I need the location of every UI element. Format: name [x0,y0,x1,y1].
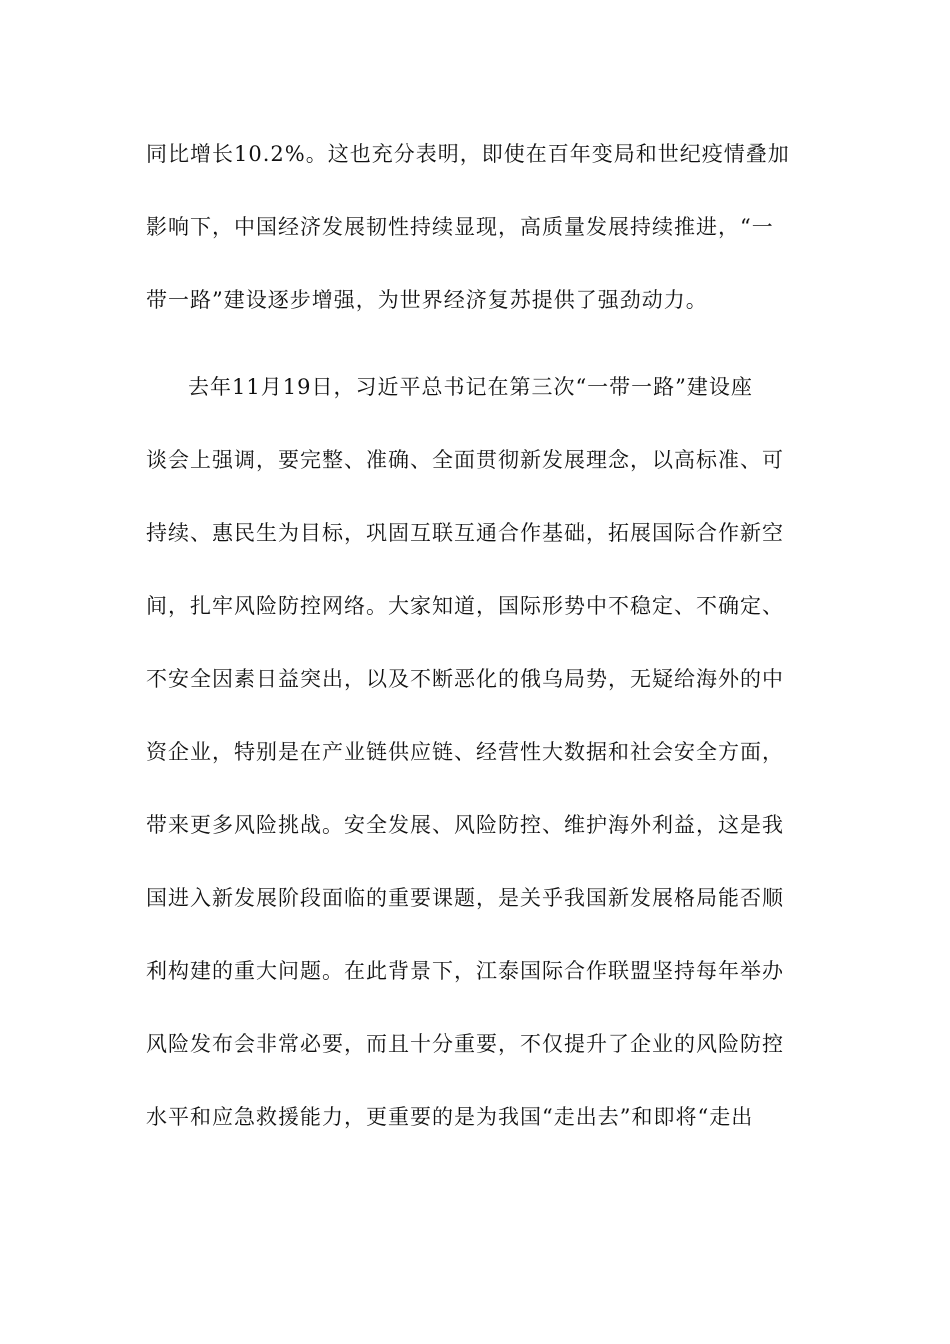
paragraph-1-line-2: 影响下，中国经济发展韧性持续显现，高质量发展持续推进，“一 [146,215,774,239]
paragraph-2-line-5: 不安全因素日益突出，以及不断恶化的俄乌局势，无疑给海外的中 [146,667,784,691]
paragraph-2-line-11: 水平和应急救援能力，更重要的是为我国“走出去”和即将“走出 [146,1105,754,1129]
paragraph-2-line-4: 间，扎牢风险防控网络。大家知道，国际形势中不稳定、不确定、 [146,594,784,618]
paragraph-1-line-1: 同比增长10.2%。这也充分表明，即使在百年变局和世纪疫情叠加 [146,142,790,166]
paragraph-1-line-3: 带一路”建设逐步增强，为世界经济复苏提供了强劲动力。 [146,288,708,312]
paragraph-2-line-9: 利构建的重大问题。在此背景下，江泰国际合作联盟坚持每年举办 [146,959,784,983]
paragraph-2-line-2: 谈会上强调，要完整、准确、全面贯彻新发展理念，以高标准、可 [146,448,784,472]
paragraph-2-line-8: 国进入新发展阶段面临的重要课题，是关乎我国新发展格局能否顺 [146,886,784,910]
paragraph-2-line-10: 风险发布会非常必要，而且十分重要，不仅提升了企业的风险防控 [146,1032,784,1056]
paragraph-2-line-3: 持续、惠民生为目标，巩固互联互通合作基础，拓展国际合作新空 [146,521,784,545]
paragraph-2-line-7: 带来更多风险挑战。安全发展、风险防控、维护海外利益，这是我 [146,813,784,837]
paragraph-2-line-6: 资企业，特别是在产业链供应链、经营性大数据和社会安全方面， [146,740,784,764]
paragraph-2-line-1: 去年11月19日，习近平总书记在第三次“一带一路”建设座 [188,375,753,399]
